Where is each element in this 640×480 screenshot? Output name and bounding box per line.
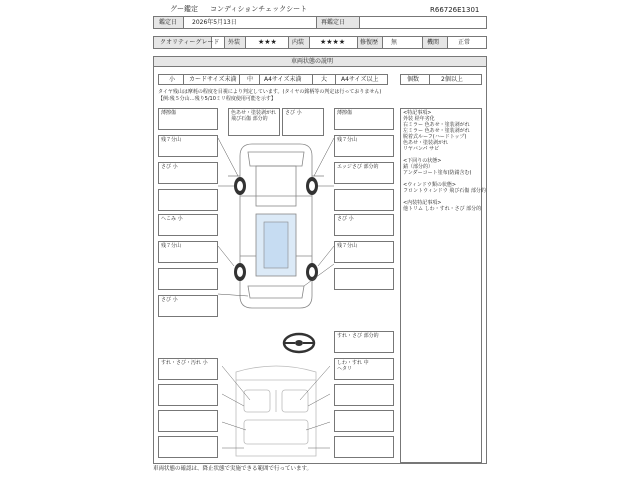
interior-stars: ★★★★ bbox=[320, 38, 346, 46]
damage-box-label: すれ・さび 部分的 bbox=[337, 333, 379, 339]
section-title: 車両状態の説明 bbox=[291, 58, 334, 65]
damage-box-left-6 bbox=[158, 241, 218, 263]
count-legend bbox=[400, 74, 482, 85]
exterior-label: 外装 bbox=[228, 39, 241, 46]
damage-box-left-8 bbox=[158, 295, 218, 317]
interior-label: 内装 bbox=[292, 39, 305, 46]
interior-seat-diagram bbox=[222, 360, 330, 460]
special-note-line: フロントウィンドウ 飛び石傷 部分的 bbox=[403, 188, 486, 194]
special-note-line: <特記事項> bbox=[403, 110, 432, 116]
interior-box-left-4 bbox=[158, 436, 218, 458]
damage-box-left-7 bbox=[158, 268, 218, 290]
damage-box-label: 残７分山 bbox=[337, 243, 358, 249]
footer-note: 車両状態の確認は、降止状態で実施できる範囲で行っています。 bbox=[153, 466, 313, 472]
damage-box-label: エッジさび 部分的 bbox=[337, 164, 379, 170]
damage-box-label: 残７分山 bbox=[161, 243, 182, 249]
damage-box-label: すれ・さび・汚れ 小 bbox=[161, 360, 208, 366]
damage-box-right-4 bbox=[334, 189, 394, 211]
special-note-line: 錆（部分的） bbox=[403, 164, 434, 170]
damage-box-label: しわ・すれ 中 ヘタリ bbox=[337, 360, 369, 372]
damage-box-left-2 bbox=[158, 135, 218, 157]
interior-box-left-3 bbox=[158, 410, 218, 432]
date-label: 鑑定日 bbox=[159, 19, 178, 26]
special-notes-list bbox=[403, 110, 486, 212]
damage-box-top-1 bbox=[228, 108, 280, 136]
interior-box-right-3 bbox=[334, 410, 394, 432]
special-note-line: 左ミラー 色あせ・塗装剥がれ bbox=[403, 128, 470, 134]
special-note-line: 右ミラー 色あせ・塗装剥がれ bbox=[403, 122, 470, 128]
date-value: 2026年5月13日 bbox=[192, 19, 237, 26]
date-row bbox=[153, 16, 487, 29]
damage-box-left-4 bbox=[158, 189, 218, 211]
damage-box-label: へこみ 小 bbox=[161, 216, 183, 222]
size-large: 大 bbox=[321, 76, 328, 83]
grade-row bbox=[153, 36, 487, 49]
tire-example-note: 【例:残５分山…残り5/10ミリ程度使用可能を示す】 bbox=[158, 96, 276, 102]
damage-box-label: さび 小 bbox=[161, 297, 178, 303]
function-label: 機関 bbox=[427, 39, 440, 46]
special-note-line: 外装 経年劣化 bbox=[403, 116, 435, 122]
damage-box-right-5 bbox=[334, 214, 394, 236]
interior-box-right-1 bbox=[334, 358, 394, 380]
special-note-line: 脱着式ルーフ(ハードトップ) bbox=[403, 134, 467, 140]
header-title: コンディションチェックシート bbox=[210, 5, 308, 13]
repair-label: 修復歴 bbox=[360, 39, 379, 46]
damage-box-steering bbox=[334, 331, 394, 353]
damage-box-right-7 bbox=[334, 268, 394, 290]
size-small: 小 bbox=[169, 76, 176, 83]
damage-box-left-5 bbox=[158, 214, 218, 236]
repair-value: 無 bbox=[391, 39, 398, 46]
special-note-line: <下回りの状態> bbox=[403, 158, 442, 164]
interior-box-right-4 bbox=[334, 436, 394, 458]
special-note-line: 他トリム しわ・すれ・さび 部分的 bbox=[403, 206, 482, 212]
damage-box-right-3 bbox=[334, 162, 394, 184]
damage-box-left-1 bbox=[158, 108, 218, 130]
damage-box-right-6 bbox=[334, 241, 394, 263]
count-label: 個数 bbox=[407, 76, 420, 83]
reappraisal-label: 再鑑定日 bbox=[321, 19, 346, 26]
special-note-line: 色あせ・塗装剥がれ bbox=[403, 140, 449, 146]
interior-box-left-2 bbox=[158, 384, 218, 406]
damage-box-left-3 bbox=[158, 162, 218, 184]
count-desc: 2個以上 bbox=[441, 76, 463, 83]
damage-box-right-2 bbox=[334, 135, 394, 157]
function-value: 正常 bbox=[458, 39, 471, 46]
damage-box-right-1 bbox=[334, 108, 394, 130]
exterior-stars: ★★★ bbox=[258, 38, 277, 46]
damage-box-top-2 bbox=[282, 108, 324, 136]
tire-note: タイヤ残山は摩耗の程度を目視により判定しています。(タイヤの銘柄等の判定は行っておりません) bbox=[158, 89, 382, 95]
size-small-desc: カードサイズ未満 bbox=[189, 76, 237, 83]
interior-box-right-2 bbox=[334, 384, 394, 406]
damage-box-label: 色あせ・塗装剥がれ 飛び石傷 部分的 bbox=[231, 110, 277, 122]
damage-box-label: さび 小 bbox=[337, 216, 354, 222]
damage-box-label: 薄擦傷 bbox=[337, 110, 353, 116]
sheet-id: R66726E1301 bbox=[430, 6, 480, 14]
size-legend bbox=[158, 74, 388, 85]
special-note-line: <ウィンドウ類の状態> bbox=[403, 182, 457, 188]
size-medium-desc: A4サイズ未満 bbox=[264, 76, 302, 83]
damage-box-label: 薄擦傷 bbox=[161, 110, 177, 116]
damage-box-label: さび 小 bbox=[161, 164, 178, 170]
special-note-line: <内装特記事項> bbox=[403, 200, 442, 206]
size-large-desc: A4サイズ以上 bbox=[341, 76, 379, 83]
damage-box-label: さび 小 bbox=[285, 110, 302, 116]
header-title-prefix: グー鑑定 bbox=[170, 5, 198, 13]
damage-box-label: 残７分山 bbox=[161, 137, 182, 143]
quality-label: クオリティーグレード bbox=[160, 39, 220, 46]
size-medium: 中 bbox=[247, 76, 254, 83]
interior-box-left-1 bbox=[158, 358, 218, 380]
damage-box-label: 残７分山 bbox=[337, 137, 358, 143]
steering-wheel-icon bbox=[282, 332, 316, 354]
special-note-line: リヤバンパ サビ bbox=[403, 146, 440, 152]
car-top-view-diagram bbox=[218, 136, 334, 322]
special-note-line: アンダーコート塗布(防錆含む) bbox=[403, 170, 472, 176]
